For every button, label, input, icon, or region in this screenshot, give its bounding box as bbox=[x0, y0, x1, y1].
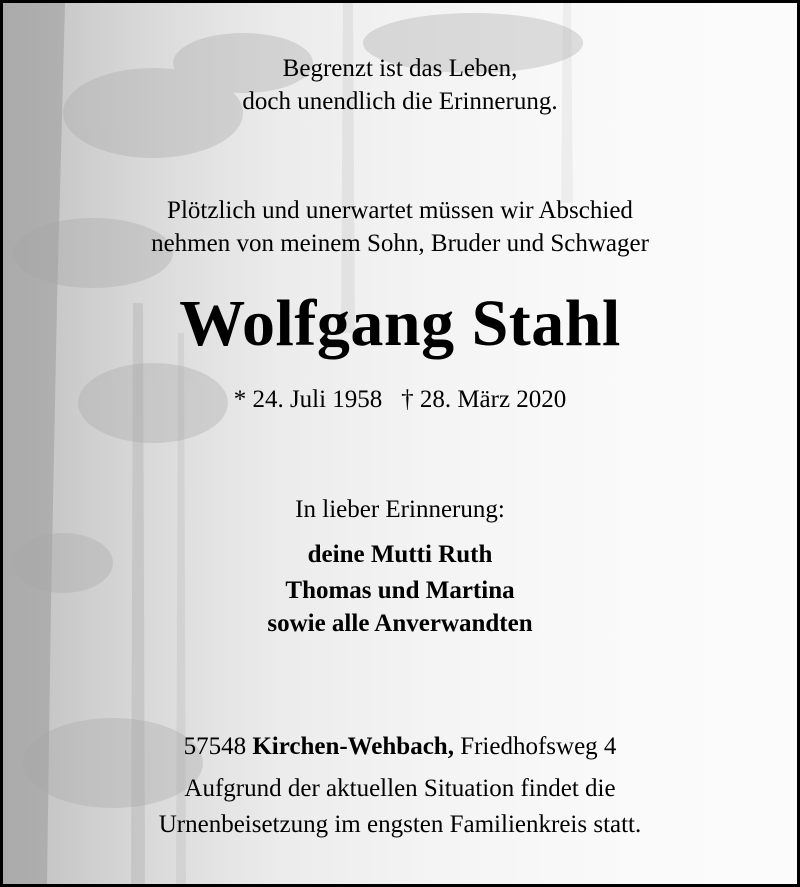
intro-line-2: nehmen von meinem Sohn, Bruder und Schwager bbox=[151, 230, 649, 257]
remembrance-heading: In lieber Erinnerung: bbox=[295, 496, 505, 523]
intro-line-1: Plötzlich und unerwartet müssen wir Abschied bbox=[167, 197, 633, 224]
mourner-line-2: Thomas und Martina bbox=[285, 577, 515, 604]
notice-line-1: Aufgrund der aktuellen Situation findet die bbox=[184, 775, 616, 802]
life-dates bbox=[3, 386, 797, 414]
verse-line-1: Begrenzt ist das Leben, bbox=[282, 55, 518, 82]
mourner-line-3: sowie alle Anverwandten bbox=[267, 610, 533, 637]
notice-line-2: Urnenbeisetzung im engsten Familienkreis statt. bbox=[158, 811, 642, 838]
address-town: Kirchen-Wehbach, bbox=[252, 733, 454, 760]
mourner-line-1: deine Mutti Ruth bbox=[307, 541, 493, 568]
address-postcode: 57548 bbox=[183, 733, 247, 760]
birth-date: * 24. Juli 1958 bbox=[233, 386, 383, 413]
address bbox=[3, 733, 797, 761]
address-street: Friedhofsweg 4 bbox=[460, 733, 617, 760]
verse-line-2: doch unendlich die Erinnerung. bbox=[242, 88, 558, 115]
deceased-name: Wolfgang Stahl bbox=[179, 287, 621, 360]
death-date: † 28. März 2020 bbox=[401, 386, 567, 413]
